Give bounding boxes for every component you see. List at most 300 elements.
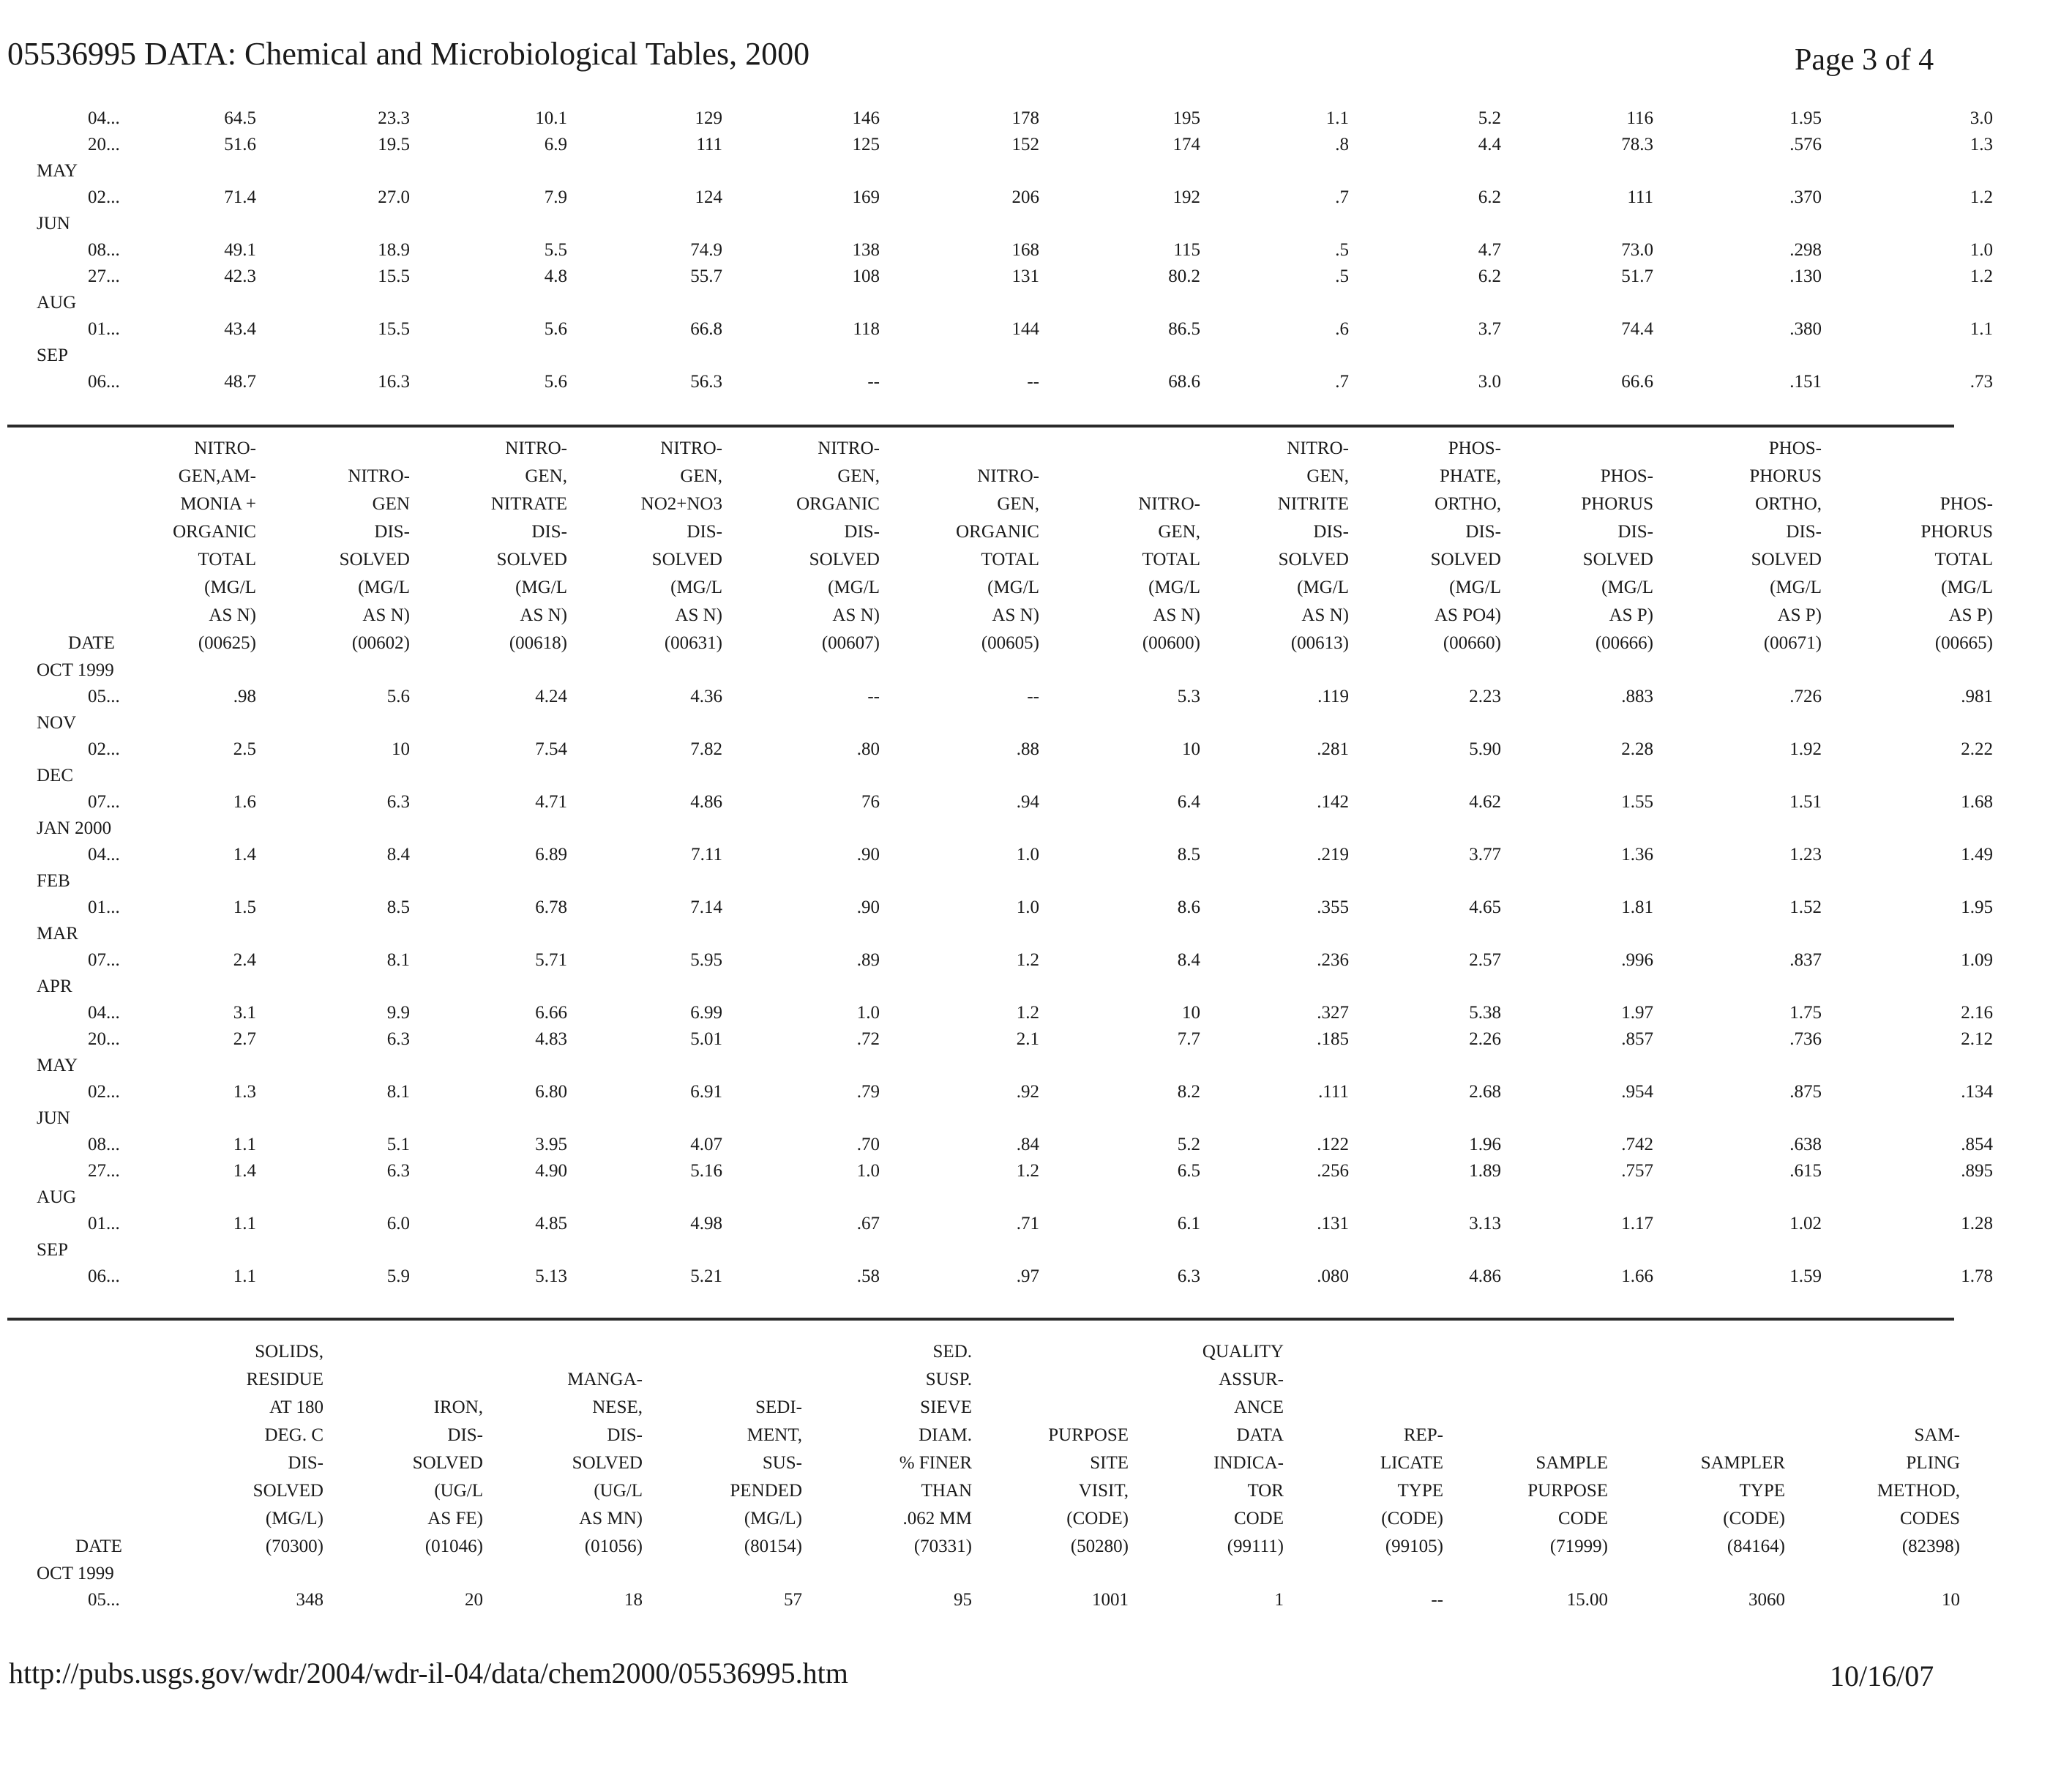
table-cell: 1.0	[856, 1003, 880, 1023]
column-header: IRON, DIS- SOLVED (UG/L AS FE) (01046)	[412, 1397, 483, 1556]
table-cell: 2.26	[1469, 1029, 1501, 1049]
column-header: NITRO- GEN, ORGANIC DIS- SOLVED (MG/L AS N) (00607)	[796, 438, 880, 653]
row-date: 20...	[88, 135, 120, 154]
table-cell: 1.1	[1970, 319, 1993, 339]
table-cell: 6.1	[1177, 1214, 1200, 1233]
row-date: 02...	[88, 739, 120, 759]
table-cell: .84	[1016, 1135, 1039, 1154]
month-label: DEC	[37, 766, 73, 785]
row-date: 01...	[88, 1214, 120, 1233]
table-cell: .73	[1970, 372, 1993, 392]
header-row	[37, 435, 1993, 657]
table-cell: 1.81	[1621, 897, 1653, 917]
table-cell: .5	[1335, 266, 1349, 286]
table-cell: .7	[1335, 372, 1349, 392]
table-cell: 2.12	[1961, 1029, 1993, 1049]
table-cell: .576	[1789, 135, 1822, 154]
table-cell: 1.3	[1970, 135, 1993, 154]
month-label: APR	[37, 977, 72, 996]
column-header: SOLIDS, RESIDUE AT 180 DEG. C DIS- SOLVED (MG/L) (70300)	[246, 1342, 323, 1556]
row-date: 06...	[88, 1266, 120, 1286]
table-cell: 4.86	[1469, 1266, 1501, 1286]
table-row	[37, 1211, 1993, 1237]
table-cell: .298	[1789, 240, 1822, 260]
table-row	[37, 1079, 1993, 1105]
table-cell: .134	[1961, 1082, 1993, 1102]
table-cell: 1.96	[1469, 1135, 1501, 1154]
table-row	[37, 895, 1993, 921]
table-cell: 8.5	[1177, 845, 1200, 865]
table-cell: 15.5	[378, 266, 410, 286]
table-cell: 1.95	[1961, 897, 1993, 917]
table-cell: .854	[1961, 1135, 1993, 1154]
date-column-header: DATE	[75, 1537, 122, 1556]
table-cell: 1.23	[1789, 845, 1822, 865]
table-cell: 1.1	[233, 1266, 256, 1286]
table-cell: 3.95	[535, 1135, 567, 1154]
table-cell: 27.0	[378, 187, 410, 207]
table-cell: 1.0	[1016, 845, 1039, 865]
month-row	[37, 158, 1993, 184]
row-date: 07...	[88, 950, 120, 970]
table-cell: 4.8	[544, 266, 567, 286]
month-label: OCT 1999	[37, 660, 114, 680]
month-row	[37, 1237, 1993, 1263]
month-row	[37, 343, 1993, 369]
table-cell: .8	[1335, 135, 1349, 154]
month-row	[37, 211, 1993, 237]
table-row	[37, 184, 1993, 211]
table-cell: 5.1	[386, 1135, 410, 1154]
table-cell: .185	[1317, 1029, 1349, 1049]
table-cell: .98	[233, 687, 256, 706]
row-date: 04...	[88, 845, 120, 865]
row-date: 04...	[88, 108, 120, 128]
month-label: SEP	[37, 346, 69, 365]
table-cell: 1.49	[1961, 845, 1993, 865]
table-cell: 56.3	[690, 372, 722, 392]
column-header: SED. SUSP. SIEVE DIAM. % FINER THAN .062 MM (70331)	[899, 1342, 972, 1556]
table-cell: 6.99	[690, 1003, 722, 1023]
table-cell: 8.5	[386, 897, 410, 917]
table-cell: .837	[1789, 950, 1822, 970]
table-cell: .94	[1016, 792, 1039, 812]
table-cell: 108	[852, 266, 880, 286]
month-row	[37, 974, 1993, 1000]
table-row	[37, 105, 1993, 132]
table-cell: 1.5	[233, 897, 256, 917]
table-cell: 86.5	[1168, 319, 1200, 339]
table-cell: 1.0	[1016, 897, 1039, 917]
table-cell: 348	[296, 1590, 323, 1610]
table-cell: 18.9	[378, 240, 410, 260]
month-row	[37, 1184, 1993, 1211]
column-header: SEDI- MENT, SUS- PENDED (MG/L) (80154)	[730, 1397, 802, 1556]
table-cell: 1.2	[1970, 187, 1993, 207]
table-cell: 4.98	[690, 1214, 722, 1233]
table-cell: 7.14	[690, 897, 722, 917]
row-date: 01...	[88, 897, 120, 917]
table-cell: 131	[1011, 266, 1039, 286]
table-row	[37, 789, 1993, 815]
table-cell: 57	[784, 1590, 802, 1610]
column-header: PHOS- PHORUS TOTAL (MG/L AS P) (00665)	[1920, 494, 1993, 653]
table-cell: 115	[1173, 240, 1200, 260]
table-cell: .58	[856, 1266, 880, 1286]
table-cell: .131	[1317, 1214, 1349, 1233]
table-cell: .883	[1621, 687, 1653, 706]
table-cell: 152	[1011, 135, 1039, 154]
table-cell: 8.2	[1177, 1082, 1200, 1102]
column-header: NITRO- GEN,AM- MONIA + ORGANIC TOTAL (MG/L AS N) (00625)	[173, 438, 256, 653]
table-cell: 10	[392, 739, 410, 759]
table-cell: 5.6	[544, 319, 567, 339]
table-cell: 1.55	[1621, 792, 1653, 812]
column-header: NITRO- GEN DIS- SOLVED (MG/L AS N) (00602)	[339, 466, 410, 653]
column-header: NITRO- GEN, NO2+NO3 DIS- SOLVED (MG/L AS N) (00631)	[640, 438, 722, 653]
table-cell: 3060	[1748, 1590, 1785, 1610]
month-label: FEB	[37, 871, 70, 891]
table-cell: 8.1	[386, 950, 410, 970]
table-cell: 192	[1172, 187, 1200, 207]
table-cell: 6.9	[544, 135, 567, 154]
column-header: SAM- PLING METHOD, CODES (82398)	[1877, 1425, 1960, 1556]
column-header: PHOS- PHORUS DIS- SOLVED (MG/L AS P) (00666)	[1581, 466, 1653, 653]
month-label: AUG	[37, 1187, 77, 1207]
column-header: PURPOSE SITE VISIT, (CODE) (50280)	[1048, 1425, 1129, 1556]
table-cell: 1.68	[1961, 792, 1993, 812]
table-cell: 129	[695, 108, 722, 128]
row-date: 02...	[88, 187, 120, 207]
table-cell: 6.4	[1177, 792, 1200, 812]
table-cell: --	[1431, 1590, 1443, 1610]
header-row	[37, 1338, 1960, 1561]
row-date: 07...	[88, 792, 120, 812]
table-row	[37, 736, 1993, 763]
table-cell: 5.90	[1469, 739, 1501, 759]
table-cell: 15.5	[378, 319, 410, 339]
table-cell: 1.28	[1961, 1214, 1993, 1233]
table-cell: 6.2	[1478, 266, 1501, 286]
table-cell: .996	[1621, 950, 1653, 970]
month-row	[37, 1053, 1993, 1079]
table-cell: .88	[1016, 739, 1039, 759]
table-cell: .72	[856, 1029, 880, 1049]
column-header: QUALITY ASSUR- ANCE DATA INDICA- TOR CODE (99111)	[1202, 1342, 1284, 1556]
row-date: 27...	[88, 266, 120, 286]
table-cell: 66.8	[690, 319, 722, 339]
table-cell: 6.91	[690, 1082, 722, 1102]
month-label: JUN	[37, 214, 70, 234]
month-label: JUN	[37, 1108, 70, 1128]
table-row	[37, 947, 1993, 974]
table-cell: 8.6	[1177, 897, 1200, 917]
row-date: 27...	[88, 1161, 120, 1181]
table-cell: 10.1	[535, 108, 567, 128]
table-cell: 10	[1942, 1590, 1960, 1610]
month-row	[37, 815, 1993, 842]
table-cell: 8.4	[1177, 950, 1200, 970]
table-cell: .122	[1317, 1135, 1349, 1154]
table-cell: 111	[1627, 187, 1653, 207]
table-cell: .981	[1961, 687, 1993, 706]
table-row	[37, 316, 1993, 343]
row-date: 06...	[88, 372, 120, 392]
table-cell: 6.66	[535, 1003, 567, 1023]
table-cell: 2.23	[1469, 687, 1501, 706]
table-cell: 1.2	[1016, 1161, 1039, 1181]
table-cell: .757	[1621, 1161, 1653, 1181]
table-cell: 4.86	[690, 792, 722, 812]
table-cell: 3.77	[1469, 845, 1501, 865]
table-cell: --	[1027, 372, 1039, 392]
table-cell: 144	[1011, 319, 1039, 339]
table-cell: .256	[1317, 1161, 1349, 1181]
month-row	[37, 1105, 1993, 1132]
table-cell: 1.66	[1621, 1266, 1653, 1286]
table-row	[37, 1587, 1960, 1613]
table-row	[37, 684, 1993, 710]
column-header: PHOS- PHORUS ORTHO, DIS- SOLVED (MG/L AS P) (00671)	[1749, 438, 1822, 653]
month-row	[37, 868, 1993, 895]
table-cell: 5.3	[1177, 687, 1200, 706]
table-cell: 206	[1011, 187, 1039, 207]
table-cell: .5	[1335, 240, 1349, 260]
table-cell: 4.07	[690, 1135, 722, 1154]
table-cell: 124	[695, 187, 722, 207]
table-cell: 23.3	[378, 108, 410, 128]
table-cell: 15.00	[1566, 1590, 1608, 1610]
table-cell: .327	[1317, 1003, 1349, 1023]
table-cell: 4.85	[535, 1214, 567, 1233]
table-row	[37, 842, 1993, 868]
month-label: MAY	[37, 1056, 78, 1075]
table-cell: .97	[1016, 1266, 1039, 1286]
month-label: MAR	[37, 924, 78, 944]
table-cell: 73.0	[1621, 240, 1653, 260]
footer-url: http://pubs.usgs.gov/wdr/2004/wdr-il-04/data/chem2000/05536995.htm	[9, 1657, 848, 1690]
table-cell: 5.9	[386, 1266, 410, 1286]
table-cell: 1.4	[233, 845, 256, 865]
page-title: 05536995 DATA: Chemical and Microbiological Tables, 2000	[7, 36, 810, 72]
table-cell: 138	[852, 240, 880, 260]
month-label: MAY	[37, 161, 78, 181]
table-cell: 1.0	[1970, 240, 1993, 260]
table-cell: 6.3	[1177, 1266, 1200, 1286]
table-cell: 1.2	[1970, 266, 1993, 286]
column-header: SAMPLE PURPOSE CODE (71999)	[1527, 1453, 1608, 1556]
table-cell: 9.9	[386, 1003, 410, 1023]
table-cell: 174	[1172, 135, 1200, 154]
table-cell: 5.95	[690, 950, 722, 970]
table-row	[37, 1158, 1993, 1184]
table-cell: 68.6	[1168, 372, 1200, 392]
table-cell: 1.2	[1016, 950, 1039, 970]
month-row	[37, 1561, 1960, 1587]
table-cell: 111	[696, 135, 722, 154]
month-row	[37, 763, 1993, 789]
table-cell: 4.65	[1469, 897, 1501, 917]
table-cell: 10	[1182, 1003, 1200, 1023]
table-cell: 20	[465, 1590, 483, 1610]
table-cell: 1.1	[233, 1135, 256, 1154]
table-cell: 51.7	[1621, 266, 1653, 286]
row-date: 08...	[88, 1135, 120, 1154]
table-nutrients	[37, 435, 1993, 1290]
table-solids-codes	[37, 1338, 1960, 1613]
table-cell: .90	[856, 845, 880, 865]
table-cell: 8.1	[386, 1082, 410, 1102]
table-cell: .80	[856, 739, 880, 759]
table-cell: 4.90	[535, 1161, 567, 1181]
table-cell: .370	[1789, 187, 1822, 207]
table-cell: 6.5	[1177, 1161, 1200, 1181]
table-cell: 1.75	[1789, 1003, 1822, 1023]
table-cell: 1	[1274, 1590, 1284, 1610]
table-cell: 5.6	[544, 372, 567, 392]
table-cell: .742	[1621, 1135, 1653, 1154]
table-cell: 5.21	[690, 1266, 722, 1286]
table-cell: 2.4	[233, 950, 256, 970]
table-cell: 1.95	[1789, 108, 1822, 128]
table-cell: 2.22	[1961, 739, 1993, 759]
table-cell: 2.68	[1469, 1082, 1501, 1102]
page-number: Page 3 of 4	[1795, 43, 1934, 77]
table-cell: 6.3	[386, 1029, 410, 1049]
table-cell: .219	[1317, 845, 1349, 865]
table-cell: 1.78	[1961, 1266, 1993, 1286]
table-cell: 5.16	[690, 1161, 722, 1181]
table-cell: .79	[856, 1082, 880, 1102]
table-cell: .111	[1318, 1082, 1349, 1102]
table-cell: .954	[1621, 1082, 1653, 1102]
table-cell: 71.4	[224, 187, 256, 207]
table-cell: 95	[954, 1590, 972, 1610]
table-divider	[7, 1318, 1954, 1321]
table-cell: 118	[853, 319, 880, 339]
table-cell: .080	[1317, 1266, 1349, 1286]
table-cell: .281	[1317, 739, 1349, 759]
table-cell: .92	[1016, 1082, 1039, 1102]
table-cell: 48.7	[224, 372, 256, 392]
table-row	[37, 1026, 1993, 1053]
table-cell: 66.6	[1621, 372, 1653, 392]
row-date: 05...	[88, 1590, 120, 1610]
table-cell: 1.92	[1789, 739, 1822, 759]
table-cell: 1.52	[1789, 897, 1822, 917]
column-header: NITRO- GEN, NITRATE DIS- SOLVED (MG/L AS N) (00618)	[490, 438, 567, 653]
table-cell: 74.4	[1621, 319, 1653, 339]
row-date: 08...	[88, 240, 120, 260]
table-cell: 146	[852, 108, 880, 128]
table-cell: 74.9	[690, 240, 722, 260]
table-cell: 80.2	[1168, 266, 1200, 286]
table-cell: 5.38	[1469, 1003, 1501, 1023]
table-cell: .355	[1317, 897, 1349, 917]
month-row	[37, 710, 1993, 736]
table-cell: 5.13	[535, 1266, 567, 1286]
table-cell: .6	[1335, 319, 1349, 339]
column-header: PHOS- PHATE, ORTHO, DIS- SOLVED (MG/L AS PO4) (00660)	[1430, 438, 1501, 653]
table-cell: 4.4	[1478, 135, 1501, 154]
table-cell: .857	[1621, 1029, 1653, 1049]
table-cell: 7.7	[1177, 1029, 1200, 1049]
table-cell: 1.1	[1325, 108, 1349, 128]
table-cell: 6.78	[535, 897, 567, 917]
table-cell: 2.5	[233, 739, 256, 759]
table-cell: --	[867, 687, 880, 706]
table-cell: 64.5	[224, 108, 256, 128]
table-cell: 116	[1626, 108, 1653, 128]
table-cell: 1.59	[1789, 1266, 1822, 1286]
table-row	[37, 237, 1993, 264]
table-cell: 2.28	[1621, 739, 1653, 759]
table-cell: 5.5	[544, 240, 567, 260]
table-cell: 6.89	[535, 845, 567, 865]
table-cell: .67	[856, 1214, 880, 1233]
table-cell: 1.17	[1621, 1214, 1653, 1233]
column-header: NITRO- GEN, TOTAL (MG/L AS N) (00600)	[1138, 494, 1200, 653]
table-cell: 2.57	[1469, 950, 1501, 970]
table-cell: 2.1	[1016, 1029, 1039, 1049]
table-cell: 8.4	[386, 845, 410, 865]
table-cell: 5.2	[1478, 108, 1501, 128]
month-row	[37, 921, 1993, 947]
table-cell: 6.2	[1478, 187, 1501, 207]
column-header: REP- LICATE TYPE (CODE) (99105)	[1380, 1425, 1443, 1556]
table-cell: .7	[1335, 187, 1349, 207]
table-row	[37, 369, 1993, 395]
table-cell: .142	[1317, 792, 1349, 812]
table-cell: 2.7	[233, 1029, 256, 1049]
table-cell: 6.3	[386, 792, 410, 812]
table-cell: 3.0	[1478, 372, 1501, 392]
table-cell: 3.1	[233, 1003, 256, 1023]
table-cell: 1.1	[233, 1214, 256, 1233]
column-header: NITRO- GEN, ORGANIC TOTAL (MG/L AS N) (00605)	[956, 466, 1039, 653]
month-label: SEP	[37, 1240, 69, 1260]
table-row	[37, 1000, 1993, 1026]
date-column-header: DATE	[68, 633, 115, 653]
table-cell: 4.7	[1478, 240, 1501, 260]
table-cell: 4.36	[690, 687, 722, 706]
table-row	[37, 132, 1993, 158]
table-cell: 78.3	[1621, 135, 1653, 154]
table-cell: 168	[1011, 240, 1039, 260]
table-cell: .380	[1789, 319, 1822, 339]
table-cell: 5.71	[535, 950, 567, 970]
table-cell: .70	[856, 1135, 880, 1154]
table-cell: 5.2	[1177, 1135, 1200, 1154]
table-cell: 4.62	[1469, 792, 1501, 812]
table-cell: 4.83	[535, 1029, 567, 1049]
table-cell: 4.24	[535, 687, 567, 706]
table-continuation	[37, 105, 1993, 395]
table-row	[37, 264, 1993, 290]
month-row	[37, 657, 1993, 684]
table-cell: 1.02	[1789, 1214, 1822, 1233]
table-cell: .90	[856, 897, 880, 917]
table-cell: 6.0	[386, 1214, 410, 1233]
table-cell: .638	[1789, 1135, 1822, 1154]
footer-date: 10/16/07	[1830, 1660, 1934, 1692]
table-cell: 1001	[1092, 1590, 1129, 1610]
table-cell: 4.71	[535, 792, 567, 812]
row-date: 01...	[88, 319, 120, 339]
row-date: 05...	[88, 687, 120, 706]
table-cell: 1.4	[233, 1161, 256, 1181]
table-cell: 5.01	[690, 1029, 722, 1049]
